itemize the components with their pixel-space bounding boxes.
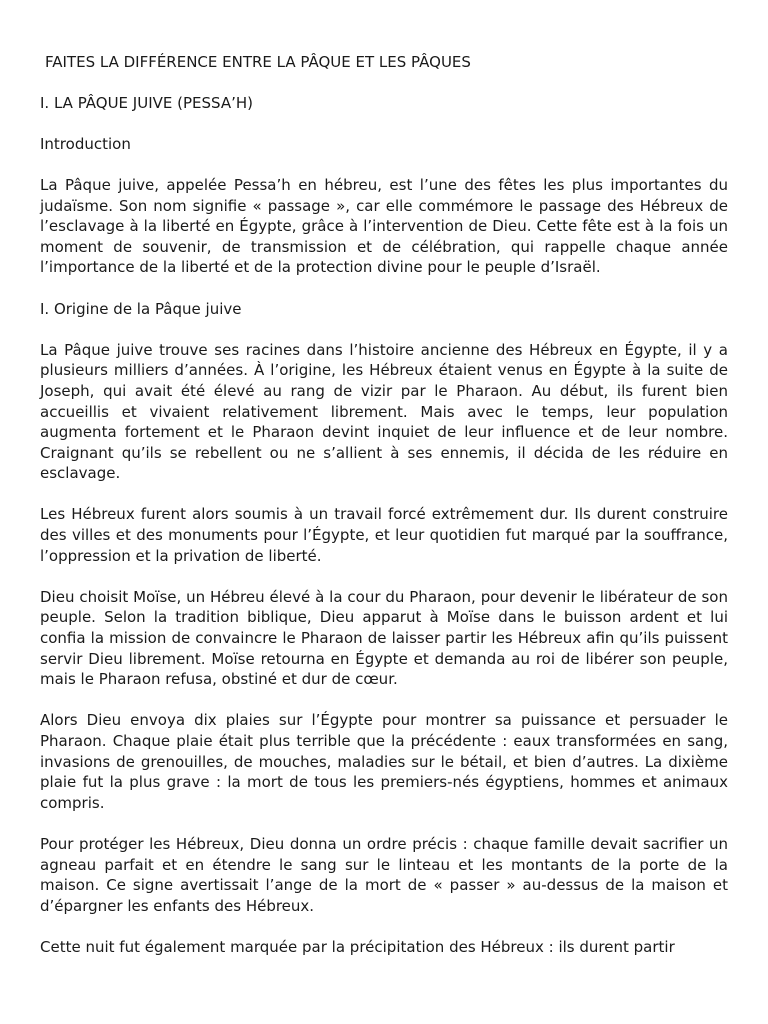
intro-paragraph: La Pâque juive, appelée Pessa’h en hébreu, est l’une des fêtes les plus importantes du judaïsme. Son nom signifie « passage », car elle commémore le passage des Hébreux de l’esclavage à la liberté en Égypte, grâce à l’intervention de Dieu. Cette fête est à la fois un moment de souvenir, de transmission et de célébration, qui rappelle chaque année l’importance de la liberté et de la protection divine pour le peuple d’Israël.: [40, 175, 728, 277]
paragraph: Les Hébreux furent alors soumis à un travail forcé extrêmement dur. Ils durent construire des villes et des monuments pour l’Égypte, et leur quotidien fut marqué par la souffrance, l’oppression et la privation de liberté.: [40, 505, 728, 565]
origin-heading: I. Origine de la Pâque juive: [40, 299, 242, 318]
section-heading: I. LA PÂQUE JUIVE (PESSA’H): [40, 93, 253, 112]
paragraph: Pour protéger les Hébreux, Dieu donna un ordre précis : chaque famille devait sacrifier un agneau parfait et en étendre le sang sur le linteau et les montants de la porte de la maison. Ce signe avertissait l’ange de la mort de « passer » au-dessus de la maison et d’épargner les enfants des Hébreux.: [40, 834, 728, 915]
intro-heading: Introduction: [40, 134, 131, 153]
paragraph: Alors Dieu envoya dix plaies sur l’Égypte pour montrer sa puissance et persuader le Pharaon. Chaque plaie était plus terrible que la précédente : eaux transformées en sang, invasions de grenouilles, de mouches, maladies sur le bétail, et bien d’autres. La dixième plaie fut la plus grave : la mort de tous les premiers-nés égyptiens, hommes et animaux compris.: [40, 711, 728, 812]
paragraph: Dieu choisit Moïse, un Hébreu élevé à la cour du Pharaon, pour devenir le libérateur de son peuple. Selon la tradition biblique, Dieu apparut à Moïse dans le buisson ardent et lui confia la mission de convaincre le Pharaon de laisser partir les Hébreux afin qu’ils puissent servir Dieu librement. Moïse retourna en Égypte et demanda au roi de libérer son peuple, mais le Pharaon refusa, obstiné et dur de cœur.: [40, 587, 728, 689]
document-title: FAITES LA DIFFÉRENCE ENTRE LA PÂQUE ET LES PÂQUES: [45, 53, 471, 71]
document-page: [40, 52, 728, 978]
paragraph: Cette nuit fut également marquée par la précipitation des Hébreux : ils durent partir: [40, 937, 675, 956]
paragraph: La Pâque juive trouve ses racines dans l’histoire ancienne des Hébreux en Égypte, il y a plusieurs milliers d’années. À l’origine, les Hébreux étaient venus en Égypte à la suite de Joseph, qui avait été élevé au rang de vizir par le Pharaon. Au début, ils furent bien accueillis et vivaient relativement librement. Mais avec le temps, leur population augmenta fortement et le Pharaon devint inquiet de leur influence et de leur nombre. Craignant qu’ils se rebellent ou ne s’allient à ses ennemis, il décida de les réduire en esclavage.: [40, 340, 728, 483]
